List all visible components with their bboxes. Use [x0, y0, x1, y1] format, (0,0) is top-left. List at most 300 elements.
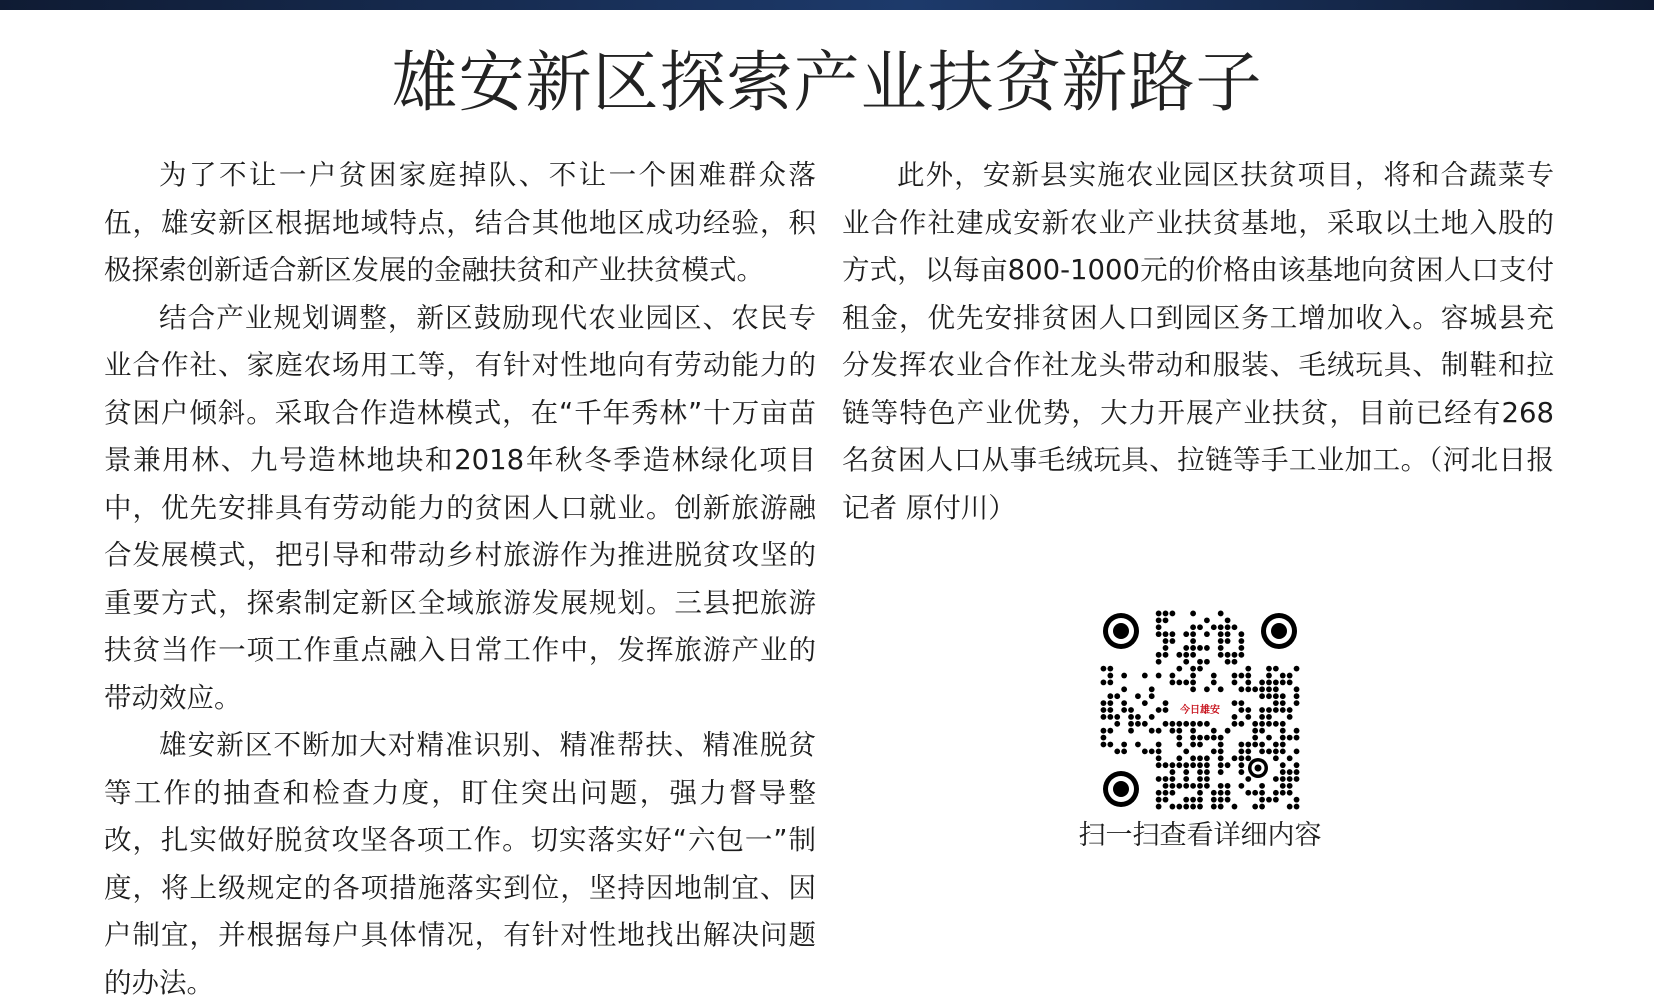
qr-module: [1114, 693, 1120, 699]
qr-module: [1245, 742, 1251, 748]
qr-module: [1218, 652, 1224, 658]
qr-module: [1280, 693, 1286, 699]
qr-module: [1252, 735, 1258, 741]
qr-module: [1266, 735, 1272, 741]
qr-module: [1183, 645, 1189, 651]
qr-module: [1170, 790, 1176, 796]
qr-module: [1211, 624, 1217, 630]
qr-module: [1101, 666, 1107, 672]
qr-module: [1176, 783, 1182, 789]
qr-module: [1211, 804, 1217, 810]
qr-module: [1294, 700, 1300, 706]
qr-module: [1238, 783, 1244, 789]
qr-module: [1273, 797, 1279, 803]
qr-module: [1156, 797, 1162, 803]
qr-module: [1211, 673, 1217, 679]
qr-module: [1197, 762, 1203, 768]
qr-module: [1190, 783, 1196, 789]
qr-caption: 扫一扫查看详细内容: [1078, 820, 1322, 851]
qr-module: [1232, 804, 1238, 810]
qr-module: [1121, 686, 1127, 692]
qr-module: [1218, 686, 1224, 692]
qr-module: [1190, 638, 1196, 644]
qr-module: [1225, 631, 1231, 637]
qr-module: [1225, 790, 1231, 796]
qr-module: [1259, 693, 1265, 699]
qr-module: [1183, 721, 1189, 727]
qr-module: [1101, 680, 1107, 686]
qr-module: [1245, 686, 1251, 692]
qr-module: [1156, 707, 1162, 713]
qr-module: [1156, 659, 1162, 665]
qr-module: [1211, 735, 1217, 741]
qr-module: [1259, 804, 1265, 810]
qr-module: [1156, 617, 1162, 623]
qr-module: [1135, 714, 1141, 720]
qr-module: [1245, 776, 1251, 782]
qr-module: [1245, 790, 1251, 796]
qr-module: [1245, 748, 1251, 754]
qr-module: [1238, 700, 1244, 706]
qr-module: [1273, 721, 1279, 727]
qr-module: [1252, 686, 1258, 692]
qr-module: [1252, 742, 1258, 748]
qr-module: [1294, 686, 1300, 692]
qr-module: [1163, 645, 1169, 651]
qr-module: [1238, 673, 1244, 679]
qr-module: [1190, 728, 1196, 734]
qr-module: [1197, 742, 1203, 748]
qr-module: [1197, 769, 1203, 775]
qr-module: [1163, 721, 1169, 727]
qr-module: [1204, 755, 1210, 761]
qr-code-block: [1074, 610, 1326, 854]
qr-module: [1142, 748, 1148, 754]
qr-module: [1197, 735, 1203, 741]
qr-module: [1190, 631, 1196, 637]
qr-module: [1218, 735, 1224, 741]
qr-module: [1101, 735, 1107, 741]
qr-module: [1197, 804, 1203, 810]
qr-module: [1197, 721, 1203, 727]
qr-module: [1156, 728, 1162, 734]
qr-module: [1287, 776, 1293, 782]
qr-module: [1156, 652, 1162, 658]
qr-finder-top-left: [1103, 613, 1139, 649]
qr-module: [1266, 748, 1272, 754]
qr-module: [1197, 624, 1203, 630]
qr-module: [1266, 666, 1272, 672]
qr-module: [1156, 611, 1162, 617]
qr-module: [1280, 728, 1286, 734]
qr-module: [1218, 762, 1224, 768]
qr-finder-top-right: [1261, 613, 1297, 649]
qr-module: [1218, 790, 1224, 796]
qr-module: [1273, 686, 1279, 692]
paragraph: 结合产业规划调整，新区鼓励现代农业园区、农民专业合作社、家庭农场用工等，有针对性地向有劳动能力的贫困户倾斜。采取合作造林模式，在“千年秀林”十万亩苗景兼用林、九号造林地块和2018年秋冬季造林绿化项目中，优先安排具有劳动能力的贫困人口就业。创新旅游融合发展模式，把引导和带动乡村旅游作为推进脱贫攻坚的重要方式，探索制定新区全域旅游发展规划。三县把旅游扶贫当作一项工作重点融入日常工作中，发挥旅游产业的带动效应。: [104, 301, 816, 714]
qr-module: [1238, 638, 1244, 644]
qr-module: [1266, 707, 1272, 713]
qr-module: [1107, 680, 1113, 686]
qr-module: [1294, 748, 1300, 754]
qr-module: [1245, 680, 1251, 686]
qr-module: [1266, 680, 1272, 686]
qr-module: [1135, 742, 1141, 748]
qr-module: [1170, 762, 1176, 768]
qr-module: [1183, 680, 1189, 686]
qr-module: [1107, 714, 1113, 720]
qr-module: [1190, 686, 1196, 692]
qr-module: [1128, 707, 1134, 713]
qr-module: [1280, 721, 1286, 727]
qr-module: [1287, 790, 1293, 796]
qr-module: [1294, 762, 1300, 768]
qr-module: [1266, 686, 1272, 692]
qr-module: [1287, 735, 1293, 741]
qr-module: [1225, 652, 1231, 658]
qr-module: [1121, 673, 1127, 679]
qr-module: [1163, 638, 1169, 644]
paragraph: 雄安新区不断加大对精准识别、精准帮扶、精准脱贫等工作的抽查和检查力度，盯住突出问题，强力督导整改，扎实做好脱贫攻坚各项工作。切实落实好“六包一”制度，将上级规定的各项措施落实到位，坚持因地制宜、因户制宜，并根据每户具体情况，有针对性地找出解决问题的办法。: [104, 729, 816, 999]
qr-module: [1259, 707, 1265, 713]
qr-module: [1149, 748, 1155, 754]
qr-module: [1170, 680, 1176, 686]
qr-module: [1107, 728, 1113, 734]
qr-module: [1197, 659, 1203, 665]
qr-module: [1232, 714, 1238, 720]
qr-module: [1294, 666, 1300, 672]
qr-module: [1245, 755, 1251, 761]
qr-module: [1204, 762, 1210, 768]
qr-module: [1218, 645, 1224, 651]
qr-module: [1156, 631, 1162, 637]
qr-module: [1225, 783, 1231, 789]
qr-module: [1294, 735, 1300, 741]
qr-module: [1232, 652, 1238, 658]
qr-module: [1225, 659, 1231, 665]
qr-module: [1238, 755, 1244, 761]
qr-module: [1197, 645, 1203, 651]
qr-module: [1190, 721, 1196, 727]
qr-module: [1238, 721, 1244, 727]
qr-module: [1238, 762, 1244, 768]
qr-module: [1280, 742, 1286, 748]
qr-module: [1156, 748, 1162, 754]
qr-module: [1170, 721, 1176, 727]
qr-module: [1287, 783, 1293, 789]
paragraph: 此外，安新县实施农业园区扶贫项目，将和合蔬菜专业合作社建成安新农业产业扶贫基地，采取以土地入股的方式，以每亩800-1000元的价格由该基地向贫困人口支付租金，优先安排贫困人口到园区务工增加收入。容城县充分发挥农业合作社龙头带动和服装、毛绒玩具、制鞋和拉链等特色产业优势，大力开展产业扶贫，目前已经有268名贫困人口从事毛绒玩具、拉链等手工业加工。（河北日报记者 原付川）: [842, 159, 1554, 524]
qr-module: [1294, 776, 1300, 782]
qr-module: [1259, 714, 1265, 720]
qr-module: [1252, 721, 1258, 727]
svg-text:今日雄安: 今日雄安: [1180, 705, 1220, 716]
qr-module: [1225, 638, 1231, 644]
qr-module: [1197, 666, 1203, 672]
qr-module: [1211, 748, 1217, 754]
qr-module: [1101, 714, 1107, 720]
qr-module: [1225, 617, 1231, 623]
qr-module: [1280, 700, 1286, 706]
qr-module: [1204, 769, 1210, 775]
qr-module: [1259, 721, 1265, 727]
qr-module: [1156, 624, 1162, 630]
qr-module: [1280, 783, 1286, 789]
qr-module: [1204, 721, 1210, 727]
qr-module: [1197, 776, 1203, 782]
qr-module: [1170, 638, 1176, 644]
qr-module: [1170, 776, 1176, 782]
qr-module: [1232, 755, 1238, 761]
qr-module: [1218, 742, 1224, 748]
qr-module: [1183, 631, 1189, 637]
qr-module: [1218, 804, 1224, 810]
qr-module: [1238, 686, 1244, 692]
qr-module: [1163, 700, 1169, 706]
qr-module: [1121, 700, 1127, 706]
qr-module: [1218, 624, 1224, 630]
qr-module: [1218, 755, 1224, 761]
qr-module: [1101, 742, 1107, 748]
qr-module: [1287, 714, 1293, 720]
qr-module: [1218, 631, 1224, 637]
qr-module: [1170, 728, 1176, 734]
qr-module: [1287, 680, 1293, 686]
qr-module: [1176, 728, 1182, 734]
qr-module: [1273, 742, 1279, 748]
qr-module: [1190, 755, 1196, 761]
qr-module: [1176, 666, 1182, 672]
qr-module: [1107, 693, 1113, 699]
qr-module: [1107, 742, 1113, 748]
qr-module: [1197, 755, 1203, 761]
qr-module: [1218, 783, 1224, 789]
qr-module: [1232, 624, 1238, 630]
qr-module: [1114, 714, 1120, 720]
qr-finder-bottom-left: [1103, 771, 1139, 807]
qr-module: [1190, 666, 1196, 672]
qr-module: [1142, 721, 1148, 727]
qr-module: [1107, 700, 1113, 706]
qr-module: [1101, 728, 1107, 734]
qr-module: [1163, 797, 1169, 803]
qr-module: [1225, 624, 1231, 630]
qr-module: [1135, 693, 1141, 699]
qr-module: [1294, 804, 1300, 810]
qr-module: [1183, 776, 1189, 782]
qr-module: [1163, 617, 1169, 623]
qr-module: [1204, 659, 1210, 665]
qr-module: [1225, 728, 1231, 734]
qr-module: [1156, 776, 1162, 782]
qr-alignment-pattern: [1248, 758, 1268, 778]
qr-module: [1273, 707, 1279, 713]
article-column-left: [104, 152, 816, 1007]
qr-module: [1170, 631, 1176, 637]
qr-module: [1183, 659, 1189, 665]
qr-module: [1232, 680, 1238, 686]
qr-module: [1176, 804, 1182, 810]
qr-module: [1287, 755, 1293, 761]
qr-module: [1238, 748, 1244, 754]
qr-module: [1266, 693, 1272, 699]
qr-center-logo: [1176, 698, 1224, 718]
qr-module: [1190, 624, 1196, 630]
qr-module: [1183, 769, 1189, 775]
qr-module: [1163, 790, 1169, 796]
qr-module: [1280, 748, 1286, 754]
qr-module: [1259, 790, 1265, 796]
qr-module: [1190, 645, 1196, 651]
qr-module: [1218, 748, 1224, 754]
qr-module: [1204, 735, 1210, 741]
qr-module: [1156, 742, 1162, 748]
qr-module: [1142, 700, 1148, 706]
qr-module: [1190, 680, 1196, 686]
qr-module: [1204, 783, 1210, 789]
qr-module: [1259, 728, 1265, 734]
qr-code-icon[interactable]: [1100, 610, 1300, 810]
qr-module: [1211, 797, 1217, 803]
qr-module: [1218, 611, 1224, 617]
qr-module: [1183, 797, 1189, 803]
qr-module: [1197, 783, 1203, 789]
qr-module: [1280, 680, 1286, 686]
qr-module: [1280, 707, 1286, 713]
qr-module: [1273, 790, 1279, 796]
qr-module: [1176, 735, 1182, 741]
qr-module: [1183, 652, 1189, 658]
qr-module: [1280, 769, 1286, 775]
qr-module: [1176, 755, 1182, 761]
qr-module: [1266, 797, 1272, 803]
qr-module: [1232, 700, 1238, 706]
qr-module: [1232, 659, 1238, 665]
qr-module: [1280, 762, 1286, 768]
qr-module: [1121, 742, 1127, 748]
qr-module: [1176, 680, 1182, 686]
qr-module: [1204, 686, 1210, 692]
qr-module: [1232, 673, 1238, 679]
qr-module: [1204, 776, 1210, 782]
qr-module: [1163, 652, 1169, 658]
article-column-right: [842, 152, 1554, 532]
qr-module: [1287, 804, 1293, 810]
qr-module: [1294, 693, 1300, 699]
qr-module: [1211, 728, 1217, 734]
qr-module: [1107, 673, 1113, 679]
qr-module: [1190, 735, 1196, 741]
qr-module: [1156, 673, 1162, 679]
qr-module: [1176, 742, 1182, 748]
qr-module: [1156, 790, 1162, 796]
qr-module: [1163, 762, 1169, 768]
qr-module: [1170, 783, 1176, 789]
qr-module: [1149, 693, 1155, 699]
qr-module: [1190, 742, 1196, 748]
qr-module: [1149, 686, 1155, 692]
qr-module: [1225, 797, 1231, 803]
qr-module: [1245, 673, 1251, 679]
qr-module: [1225, 762, 1231, 768]
qr-module: [1238, 769, 1244, 775]
qr-module: [1156, 755, 1162, 761]
qr-module: [1245, 707, 1251, 713]
qr-module: [1259, 748, 1265, 754]
qr-module: [1259, 783, 1265, 789]
qr-module: [1259, 797, 1265, 803]
qr-module: [1204, 631, 1210, 637]
qr-module: [1197, 797, 1203, 803]
qr-module: [1245, 714, 1251, 720]
qr-module: [1114, 748, 1120, 754]
qr-module: [1273, 776, 1279, 782]
qr-module: [1190, 611, 1196, 617]
qr-module: [1218, 769, 1224, 775]
qr-module: [1142, 673, 1148, 679]
qr-module: [1238, 652, 1244, 658]
qr-module: [1101, 707, 1107, 713]
qr-module: [1273, 700, 1279, 706]
qr-module: [1294, 728, 1300, 734]
qr-module: [1273, 680, 1279, 686]
qr-module: [1266, 721, 1272, 727]
qr-module: [1176, 652, 1182, 658]
qr-module: [1252, 790, 1258, 796]
qr-module: [1252, 728, 1258, 734]
qr-module: [1183, 748, 1189, 754]
qr-module: [1204, 617, 1210, 623]
qr-module: [1218, 797, 1224, 803]
qr-module: [1287, 769, 1293, 775]
qr-module: [1238, 631, 1244, 637]
qr-module: [1294, 769, 1300, 775]
qr-module: [1107, 707, 1113, 713]
qr-module: [1287, 707, 1293, 713]
qr-module: [1259, 686, 1265, 692]
qr-module: [1176, 721, 1182, 727]
qr-module: [1294, 797, 1300, 803]
qr-module: [1190, 673, 1196, 679]
qr-module: [1280, 776, 1286, 782]
qr-module: [1128, 721, 1134, 727]
article-title: 雄安新区探索产业扶贫新路子: [391, 44, 1263, 121]
qr-module: [1114, 721, 1120, 727]
qr-module: [1232, 721, 1238, 727]
qr-module: [1149, 728, 1155, 734]
qr-module: [1259, 742, 1265, 748]
qr-module: [1273, 693, 1279, 699]
qr-module: [1211, 680, 1217, 686]
qr-module: [1252, 804, 1258, 810]
qr-module: [1259, 680, 1265, 686]
qr-module: [1156, 762, 1162, 768]
qr-module: [1163, 783, 1169, 789]
qr-module: [1266, 714, 1272, 720]
qr-module: [1273, 748, 1279, 754]
qr-module: [1183, 762, 1189, 768]
qr-module: [1197, 790, 1203, 796]
qr-module: [1183, 804, 1189, 810]
qr-module: [1238, 645, 1244, 651]
qr-module: [1128, 714, 1134, 720]
qr-module: [1163, 631, 1169, 637]
qr-module: [1121, 707, 1127, 713]
qr-module: [1170, 673, 1176, 679]
qr-module: [1204, 645, 1210, 651]
qr-module: [1273, 666, 1279, 672]
qr-module: [1183, 783, 1189, 789]
qr-module: [1163, 707, 1169, 713]
